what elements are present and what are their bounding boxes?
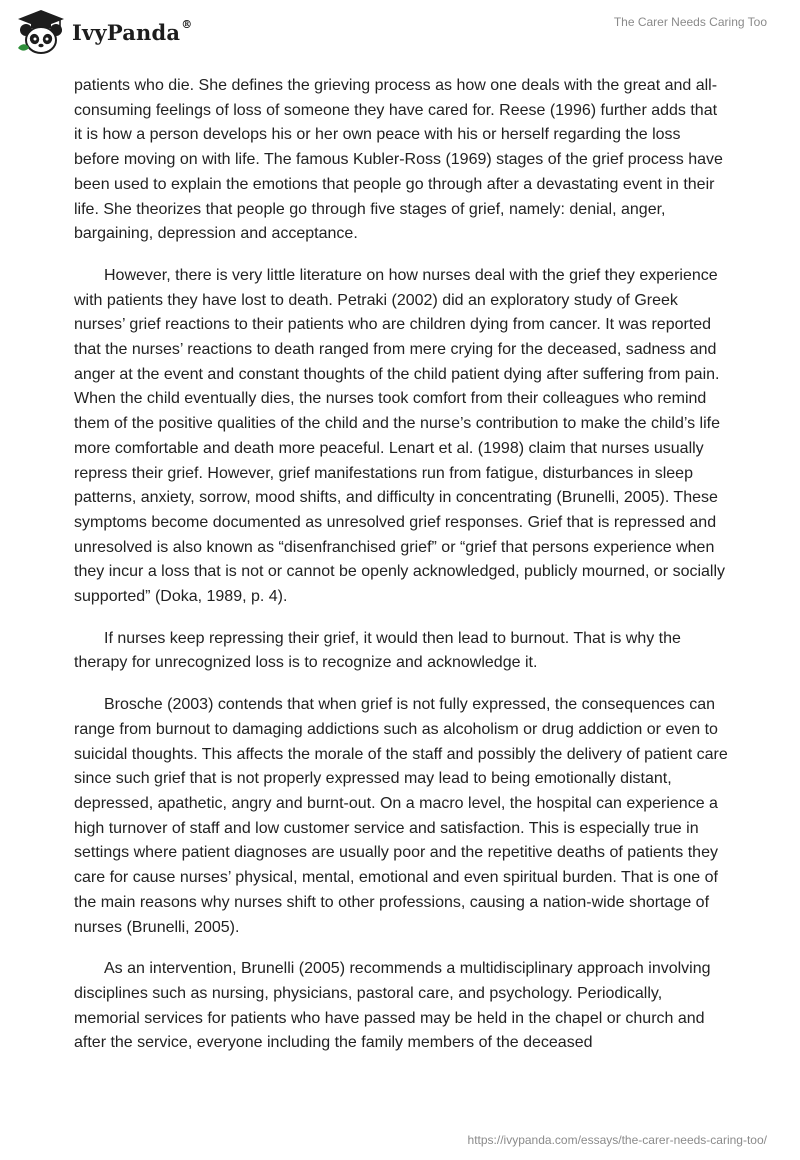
paragraph-3: If nurses keep repressing their grief, it would then lead to burnout. That is why the therapy for unrecognized loss is to recognize and acknowledge it.: [74, 629, 681, 672]
page-header: [0, 0, 800, 70]
brand-name: IvyPanda®: [72, 17, 193, 45]
brand-logo[interactable]: [14, 8, 192, 56]
panda-graduate-icon: [14, 8, 68, 56]
essay-body: [74, 74, 728, 1073]
registered-mark: ®: [181, 17, 193, 31]
paragraph-4: Brosche (2003) contends that when grief is not fully expressed, the consequences can range from burnout to damaging addictions such as alcoholism or drug addiction or even to suicidal thoughts. This affects the morale of the staff and possibly the delivery of patient care since such grief that is not properly expressed may lead to being emotionally distant, depressed, apathetic, angry and burnt-out. On a macro level, the hospital can experience a high turnover of staff and low customer service and satisfaction. This is especially true in settings where patient diagnoses are usually poor and the repetitive deaths of patients they care for cause nurses’ physical, mental, emotional and even spiritual burden. That is one of the main reasons why nurses shift to other professions, causing a nation-wide shortage of nurses (Brunelli, 2005).: [74, 696, 728, 936]
paragraph-1: patients who die. She defines the grieving process as how one deals with the great and all-consuming feelings of loss of someone they have cared for. Reese (1996) further adds that it is how a person develops his or her own peace with his or herself regarding the loss before moving on with life. The famous Kubler-Ross (1969) stages of the grief process have been used to explain the emotions that people go through after a devastating event in their life. She theorizes that people go through five stages of grief, namely: denial, anger, bargaining, depression and acceptance.: [74, 77, 723, 243]
document-title: The Carer Needs Caring Too: [613, 15, 767, 29]
paragraph-5: As an intervention, Brunelli (2005) recommends a multidisciplinary approach involving disciplines such as nursing, physicians, pastoral care, and psychology. Periodically, memorial services for patients who have passed may be held in the chapel or church and after the service, everyone including the family members of the deceased: [74, 960, 711, 1052]
source-url-link[interactable]: https://ivypanda.com/essays/the-carer-needs-caring-too/: [467, 1133, 767, 1147]
paragraph-2: However, there is very little literature on how nurses deal with the grief they experience with patients they have lost to death. Petraki (2002) did an exploratory study of Greek nurses’ grief reactions to their patients who are children dying from cancer. It was reported that the nurses’ reactions to death ranged from mere crying for the deceased, sadness and anger at the event and constant thoughts of the child patient dying after suffering from pain. When the child eventually dies, the nurses took comfort from their colleagues who remind them of the positive qualities of the child and the nurse’s contribution to make the child’s life more comfortable and death more peaceful. Lenart et al. (1998) claim that nurses usually repress their grief. However, grief manifestations run from fatigue, disturbances in sleep patterns, anxiety, sorrow, mood shifts, and difficulty in concentrating (Brunelli, 2005). These symptoms become documented as unresolved grief responses. Grief that is repressed and unresolved is also known as “disenfranchised grief” or “grief that persons experience when they incur a loss that is not or cannot be openly acknowledged, publicly mourned, or socially supported” (Doka, 1989, p. 4).: [74, 266, 726, 606]
